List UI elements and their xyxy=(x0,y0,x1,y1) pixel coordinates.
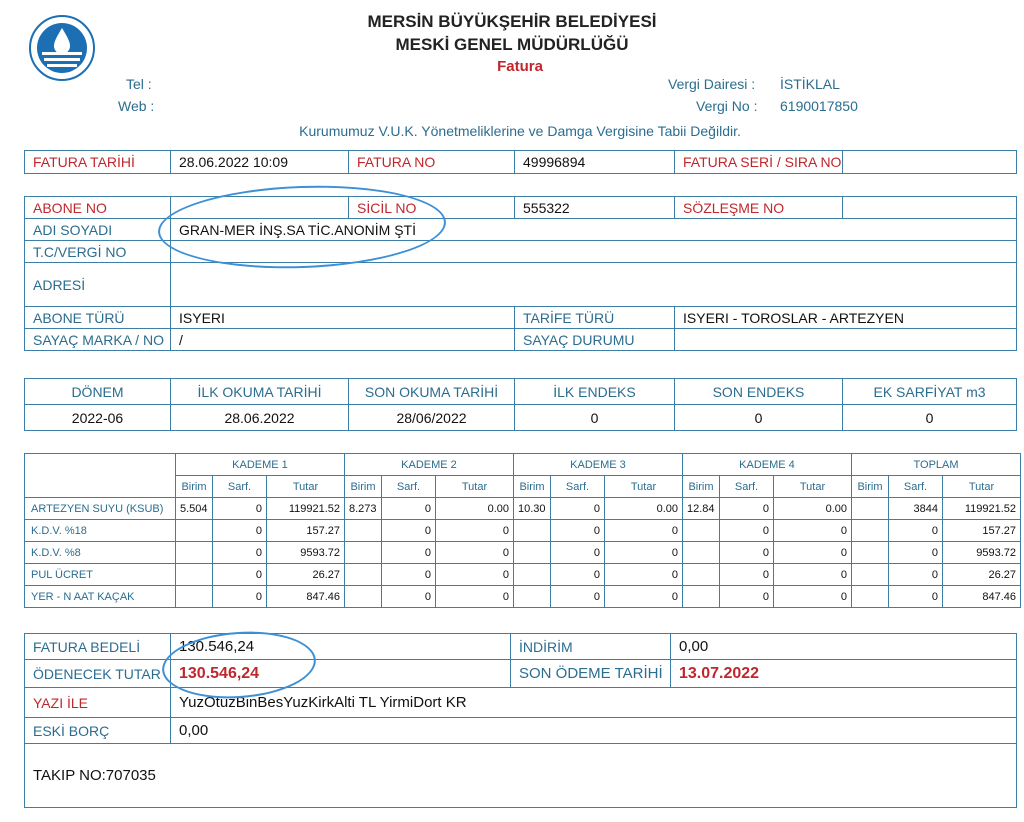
odenecek-tutar-value: 130.546,24 xyxy=(171,660,511,688)
charges-cell: 0 xyxy=(605,564,683,586)
charges-cell: 0 xyxy=(889,586,943,608)
reading-value: 0 xyxy=(843,405,1017,431)
tc-vergi-no-label: T.C/VERGİ NO xyxy=(25,241,171,263)
subscriber-table xyxy=(24,196,1017,351)
sayac-marka-value: / xyxy=(171,329,515,351)
charges-subheader: Tutar xyxy=(605,476,683,498)
org-title: MERSİN BÜYÜKŞEHİR BELEDİYESİ xyxy=(367,12,657,31)
charges-cell xyxy=(345,586,382,608)
charges-cell: 0 xyxy=(436,586,514,608)
charges-cell: 0 xyxy=(436,542,514,564)
charges-cell xyxy=(683,586,720,608)
charges-cell: 847.46 xyxy=(943,586,1021,608)
sozlesme-no-label: SÖZLEŞME NO xyxy=(675,197,843,219)
fatura-bedeli-value: 130.546,24 xyxy=(171,634,511,660)
charges-cell: 119921.52 xyxy=(943,498,1021,520)
charges-cell xyxy=(852,542,889,564)
charges-cell: 157.27 xyxy=(943,520,1021,542)
charges-row-label: YER - N AAT KAÇAK xyxy=(25,586,176,608)
indirim-label: İNDİRİM xyxy=(511,634,671,660)
charges-cell: 0 xyxy=(436,564,514,586)
charges-subheader: Tutar xyxy=(943,476,1021,498)
charges-cell: 0 xyxy=(213,498,267,520)
charges-cell xyxy=(852,498,889,520)
charges-cell: 0 xyxy=(551,586,605,608)
charges-cell: 0 xyxy=(213,564,267,586)
fatura-tarihi-label: FATURA TARİHİ xyxy=(25,151,171,174)
abone-turu-value: ISYERI xyxy=(171,307,515,329)
charges-cell: 0 xyxy=(889,564,943,586)
charges-cell xyxy=(345,542,382,564)
charges-cell: 0 xyxy=(213,586,267,608)
vergi-no-value: 6190017850 xyxy=(780,98,858,114)
charges-cell: 0 xyxy=(605,542,683,564)
adi-soyadi-value: GRAN-MER İNŞ.SA TİC.ANONİM ŞTİ xyxy=(171,219,1017,241)
charges-subheader: Birim xyxy=(852,476,889,498)
charges-cell: 0 xyxy=(720,498,774,520)
charges-cell xyxy=(683,542,720,564)
charges-row-label: K.D.V. %8 xyxy=(25,542,176,564)
charges-cell: 0 xyxy=(382,542,436,564)
reading-value-row xyxy=(25,405,1017,431)
charges-subheader: Tutar xyxy=(774,476,852,498)
charges-subheader: Sarf. xyxy=(213,476,267,498)
charges-cell xyxy=(683,520,720,542)
sayac-durumu-value xyxy=(675,329,1017,351)
charges-cell: 0 xyxy=(551,520,605,542)
toplam-header: TOPLAM xyxy=(852,454,1021,476)
charges-subheader: Tutar xyxy=(436,476,514,498)
charges-cell: 0 xyxy=(720,586,774,608)
reading-value: 28/06/2022 xyxy=(349,405,515,431)
adres-value xyxy=(171,263,1017,307)
charges-cell: 0.00 xyxy=(436,498,514,520)
charges-row-label: PUL ÜCRET xyxy=(25,564,176,586)
charges-cell: 0 xyxy=(774,586,852,608)
reading-header: SON OKUMA TARİHİ xyxy=(349,379,515,405)
charges-subheader: Sarf. xyxy=(382,476,436,498)
charges-body xyxy=(25,498,1021,608)
charges-cell xyxy=(176,586,213,608)
charges-subheader: Birim xyxy=(683,476,720,498)
charges-cell xyxy=(683,564,720,586)
charges-table xyxy=(24,453,1021,608)
eski-borc-label: ESKİ BORÇ xyxy=(25,718,171,744)
charges-cell: 0 xyxy=(774,520,852,542)
charges-cell: 0 xyxy=(213,520,267,542)
charges-cell: 0.00 xyxy=(605,498,683,520)
reading-header: EK SARFİYAT m3 xyxy=(843,379,1017,405)
charges-cell: 12.84 xyxy=(683,498,720,520)
charges-cell: 0 xyxy=(889,542,943,564)
charges-cell xyxy=(514,586,551,608)
kademe-header: KADEME 3 xyxy=(514,454,683,476)
charges-cell xyxy=(852,564,889,586)
charges-cell xyxy=(176,564,213,586)
fatura-bedeli-label: FATURA BEDELİ xyxy=(25,634,171,660)
reading-header: İLK OKUMA TARİHİ xyxy=(171,379,349,405)
tc-vergi-no-value xyxy=(171,241,1017,263)
reading-value: 28.06.2022 xyxy=(171,405,349,431)
charges-cell xyxy=(514,520,551,542)
reading-header: DÖNEM xyxy=(25,379,171,405)
yazi-ile-value: YuzOtuzBinBesYuzKirkAlti TL YirmiDort KR xyxy=(171,688,1017,718)
abone-no-value xyxy=(171,197,349,219)
reading-value: 0 xyxy=(675,405,843,431)
charges-cell: 0 xyxy=(720,542,774,564)
tarife-turu-value: ISYERI - TOROSLAR - ARTEZYEN xyxy=(675,307,1017,329)
charges-cell: 0 xyxy=(382,564,436,586)
charges-cell xyxy=(514,542,551,564)
charges-cell: 0 xyxy=(889,520,943,542)
charges-cell: 0 xyxy=(774,542,852,564)
charges-cell xyxy=(514,564,551,586)
odenecek-tutar-label: ÖDENECEK TUTAR xyxy=(25,660,171,688)
charges-cell: 847.46 xyxy=(267,586,345,608)
charges-cell: 0 xyxy=(382,498,436,520)
abone-turu-label: ABONE TÜRÜ xyxy=(25,307,171,329)
eski-borc-value: 0,00 xyxy=(171,718,1017,744)
son-odeme-value: 13.07.2022 xyxy=(671,660,1017,688)
charges-cell: 157.27 xyxy=(267,520,345,542)
yazi-ile-label: YAZI İLE xyxy=(25,688,171,718)
tel-label: Tel : xyxy=(126,76,152,92)
reading-header: SON ENDEKS xyxy=(675,379,843,405)
charges-cell: 0 xyxy=(551,542,605,564)
charges-cell xyxy=(852,586,889,608)
son-odeme-label: SON ÖDEME TARİHİ xyxy=(511,660,671,688)
charges-subheader: Sarf. xyxy=(889,476,943,498)
fatura-seri-label: FATURA SERİ / SIRA NO xyxy=(675,151,843,174)
reading-value: 2022-06 xyxy=(25,405,171,431)
charges-subheader: Sarf. xyxy=(551,476,605,498)
indirim-value: 0,00 xyxy=(671,634,1017,660)
charges-cell xyxy=(176,542,213,564)
charges-cell: 0 xyxy=(382,520,436,542)
charges-cell xyxy=(852,520,889,542)
org-subtitle: MESKİ GENEL MÜDÜRLÜĞÜ xyxy=(395,35,629,54)
charges-cell: 0 xyxy=(605,520,683,542)
charges-cell: 0 xyxy=(720,564,774,586)
charges-corner xyxy=(25,454,176,498)
charges-cell: 0.00 xyxy=(774,498,852,520)
sicil-no-label: SİCİL NO xyxy=(349,197,515,219)
doc-type: Fatura xyxy=(497,58,543,75)
charges-cell: 0 xyxy=(436,520,514,542)
charges-row xyxy=(25,520,1021,542)
tax-note: Kurumumuz V.U.K. Yönetmeliklerine ve Damga Vergisine Tabii Değildir. xyxy=(299,123,741,139)
charges-row xyxy=(25,498,1021,520)
charges-subheader: Birim xyxy=(176,476,213,498)
charges-cell: 0 xyxy=(551,564,605,586)
fatura-no-label: FATURA NO xyxy=(349,151,515,174)
charges-cell: 0 xyxy=(382,586,436,608)
reading-value: 0 xyxy=(515,405,675,431)
charges-cell: 5.504 xyxy=(176,498,213,520)
charges-subheader: Sarf. xyxy=(720,476,774,498)
reading-table xyxy=(24,378,1017,431)
kademe-header: KADEME 1 xyxy=(176,454,345,476)
fatura-seri-value xyxy=(843,151,1017,174)
kademe-header: KADEME 2 xyxy=(345,454,514,476)
charges-cell xyxy=(345,564,382,586)
sozlesme-no-value xyxy=(843,197,1017,219)
fatura-tarihi-value: 28.06.2022 10:09 xyxy=(171,151,349,174)
vergi-dairesi-value: İSTİKLAL xyxy=(780,76,840,92)
reading-header-row xyxy=(25,379,1017,405)
charges-subheader: Birim xyxy=(345,476,382,498)
tarife-turu-label: TARİFE TÜRÜ xyxy=(515,307,675,329)
charges-cell: 8.273 xyxy=(345,498,382,520)
charges-cell: 119921.52 xyxy=(267,498,345,520)
kademe-header: KADEME 4 xyxy=(683,454,852,476)
web-label: Web : xyxy=(118,98,155,114)
charges-cell: 0 xyxy=(605,586,683,608)
charges-row xyxy=(25,542,1021,564)
charges-cell: 3844 xyxy=(889,498,943,520)
charges-cell: 0 xyxy=(720,520,774,542)
adres-label: ADRESİ xyxy=(25,263,171,307)
takip-no: TAKIP NO:707035 xyxy=(25,744,1017,808)
adi-soyadi-label: ADI SOYADI xyxy=(25,219,171,241)
charges-cell: 0 xyxy=(774,564,852,586)
abone-no-label: ABONE NO xyxy=(25,197,171,219)
charges-cell: 9593.72 xyxy=(943,542,1021,564)
totals-table xyxy=(24,633,1017,808)
charges-row-label: ARTEZYEN SUYU (KSUB) xyxy=(25,498,176,520)
charges-cell: 0 xyxy=(213,542,267,564)
charges-cell: 26.27 xyxy=(943,564,1021,586)
charges-cell: 9593.72 xyxy=(267,542,345,564)
charges-row-label: K.D.V. %18 xyxy=(25,520,176,542)
sayac-durumu-label: SAYAÇ DURUMU xyxy=(515,329,675,351)
sayac-marka-label: SAYAÇ MARKA / NO xyxy=(25,329,171,351)
vergi-no-label: Vergi No : xyxy=(696,98,758,114)
charges-cell xyxy=(345,520,382,542)
vergi-dairesi-label: Vergi Dairesi : xyxy=(668,76,756,92)
charges-cell: 0 xyxy=(551,498,605,520)
charges-cell: 10.30 xyxy=(514,498,551,520)
charges-row xyxy=(25,564,1021,586)
charges-subheader: Tutar xyxy=(267,476,345,498)
charges-cell: 26.27 xyxy=(267,564,345,586)
charges-row xyxy=(25,586,1021,608)
sicil-no-value: 555322 xyxy=(515,197,675,219)
charges-cell xyxy=(176,520,213,542)
fatura-no-value: 49996894 xyxy=(515,151,675,174)
charges-subheader: Birim xyxy=(514,476,551,498)
invoice-info-table xyxy=(24,150,1017,174)
reading-header: İLK ENDEKS xyxy=(515,379,675,405)
